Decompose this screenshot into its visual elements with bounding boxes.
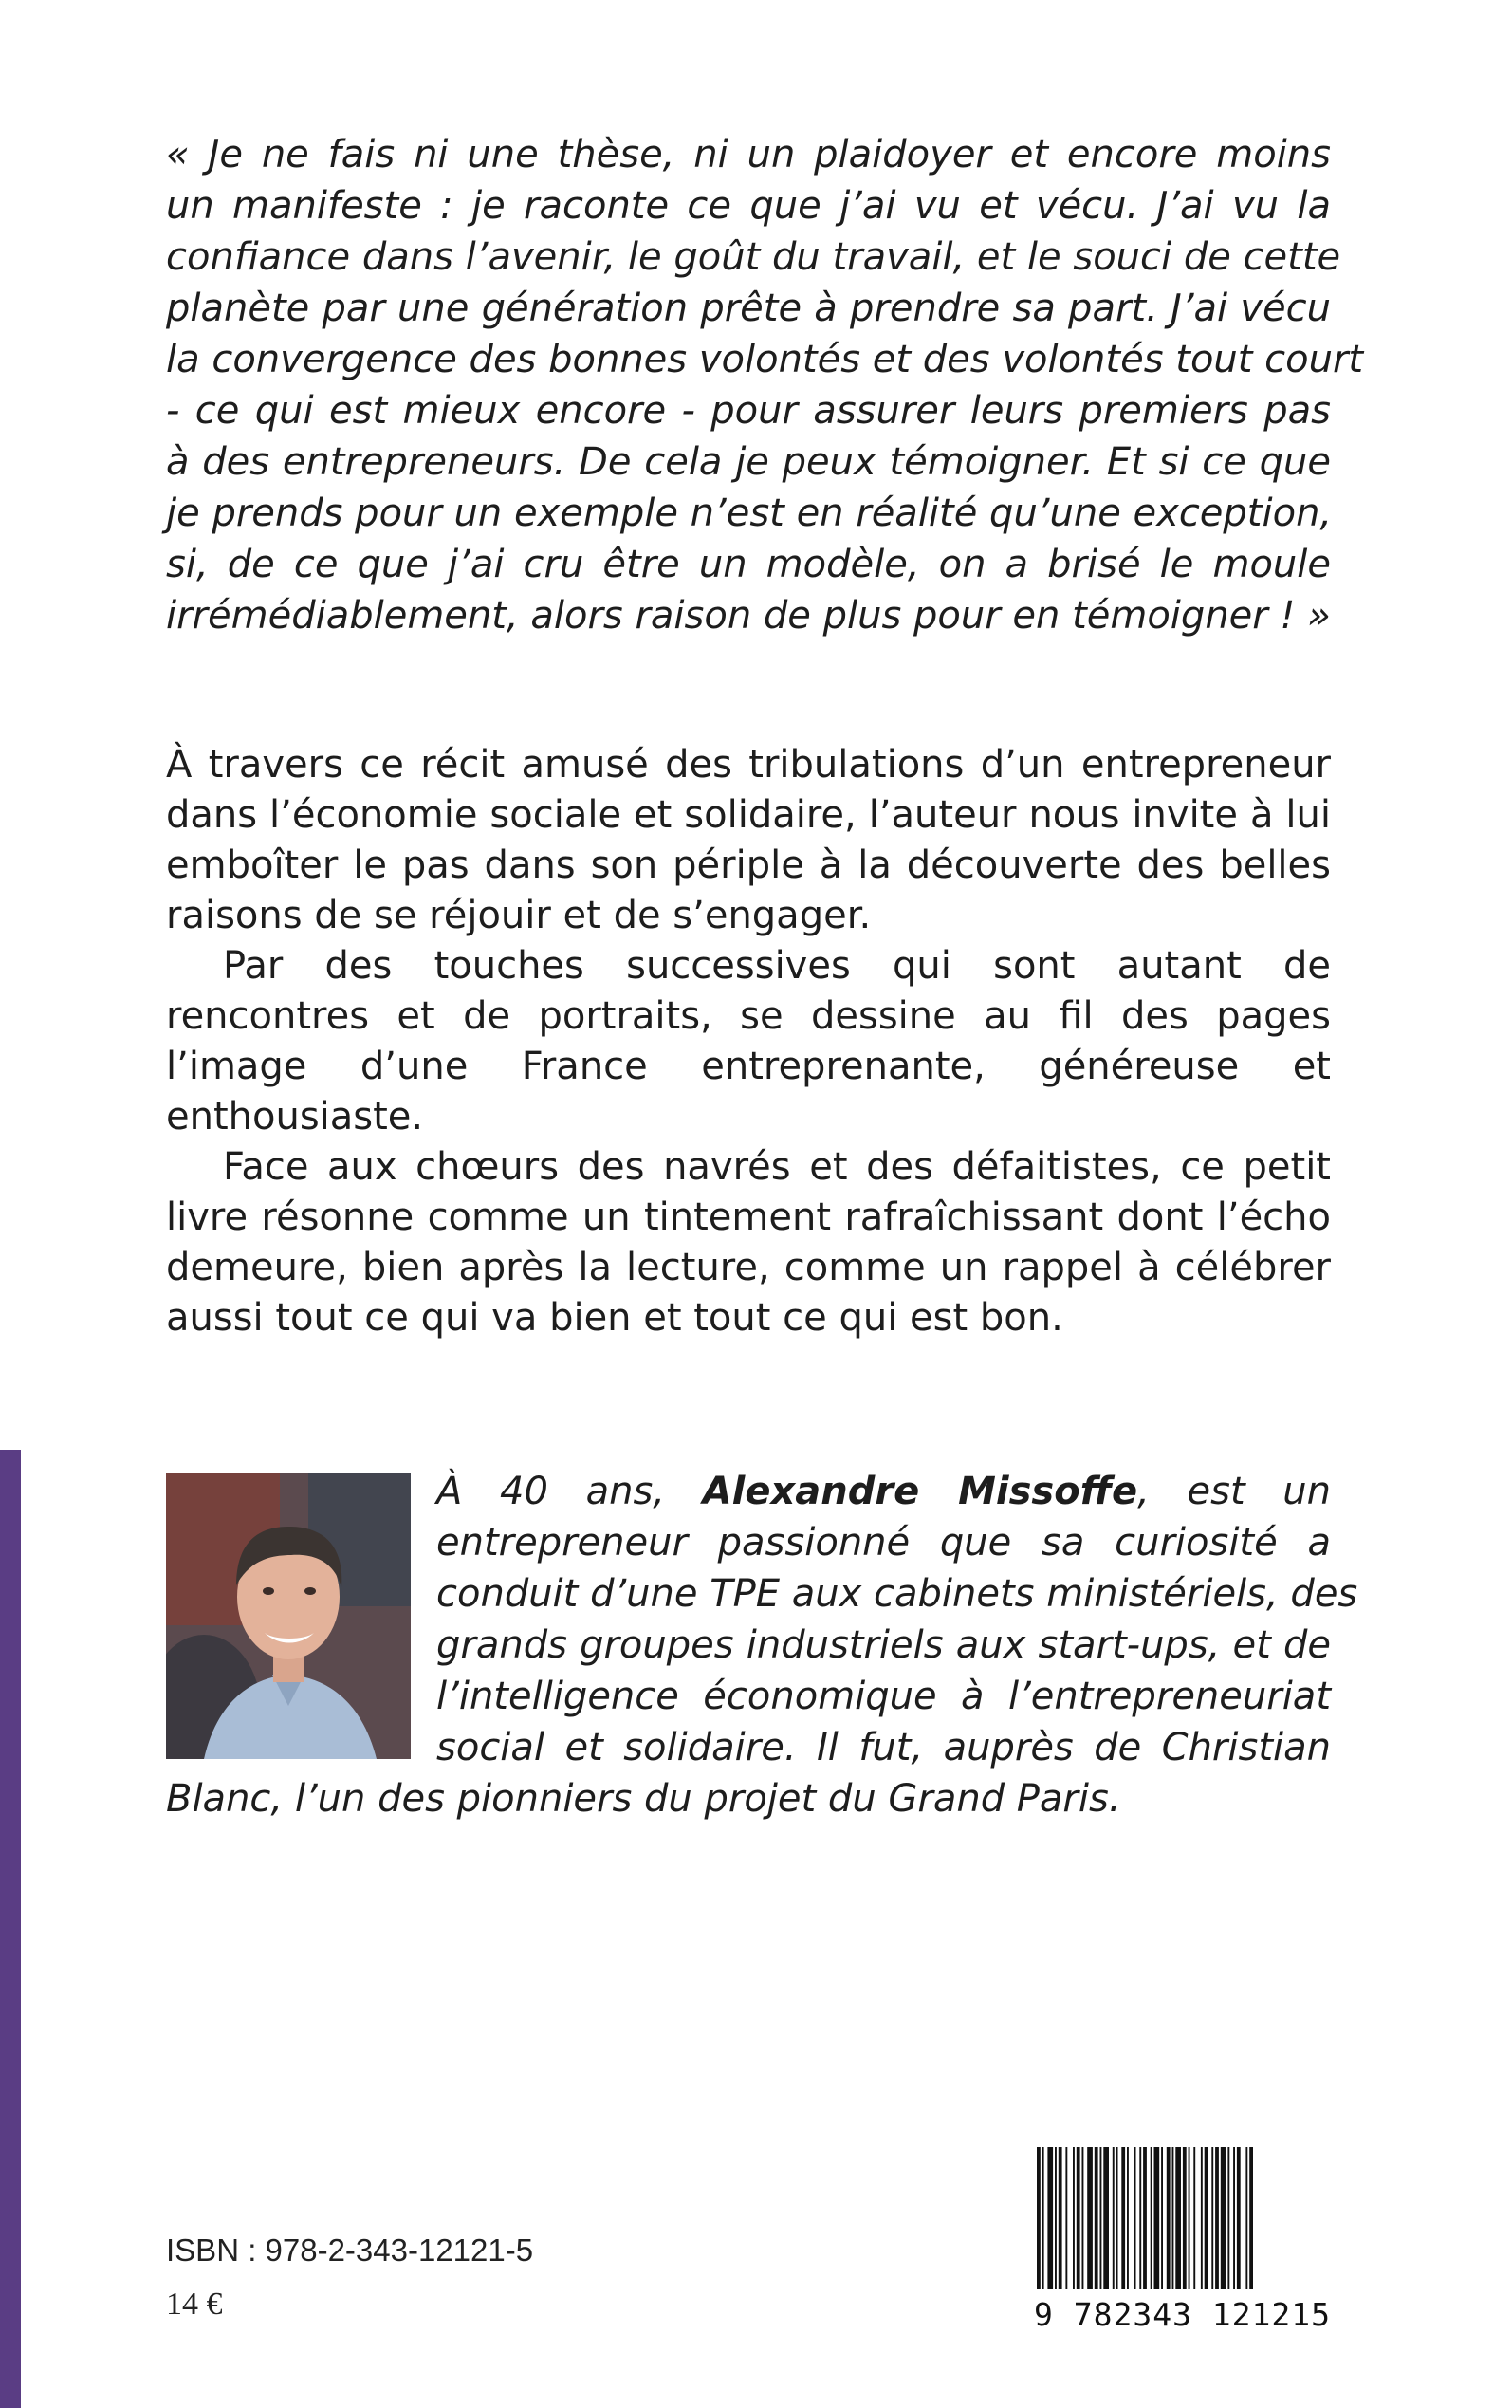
- barcode-bar: [1077, 2147, 1080, 2289]
- barcode-bar: [1151, 2147, 1152, 2289]
- quote-line: je prends pour un exemple n’est en réalité qu’une exception,: [166, 491, 1333, 535]
- barcode-bar: [1205, 2147, 1208, 2289]
- barcode-bar: [1167, 2147, 1171, 2289]
- barcode-bar: [1172, 2147, 1174, 2289]
- barcode-bar: [1116, 2147, 1118, 2289]
- quote-line: « Je ne fais ni une thèse, ni un plaidoyer et encore moins: [166, 133, 1331, 176]
- quote-line: irrémédiablement, alors raison de plus pour en témoigner ! »: [166, 594, 1331, 638]
- barcode-bar: [1121, 2147, 1125, 2289]
- summary-paragraph: À travers ce récit amusé des tribulations d’un entrepreneur dans l’économie sociale et solidaire, l’auteur nous invite à lui emboîter le pas dans son périple à la découverte des belles raisons de se réjouir et de s’engager.: [166, 743, 1331, 937]
- barcode-bar: [1100, 2147, 1102, 2289]
- barcode-bar: [1042, 2147, 1044, 2289]
- barcode-bar: [1082, 2147, 1084, 2289]
- barcode-bar: [1154, 2147, 1160, 2289]
- bio-text: , est un: [1137, 1470, 1331, 1513]
- barcode-bar: [1161, 2147, 1163, 2289]
- barcode-bar: [1113, 2147, 1115, 2289]
- barcode-bar: [1127, 2147, 1129, 2289]
- bio-line: entrepreneur passionné que sa curiosité a: [436, 1521, 1331, 1565]
- barcode-bar: [1065, 2147, 1067, 2289]
- quote-line: à des entrepreneurs. De cela je peux témoigner. Et si ce que: [166, 440, 1331, 484]
- bio-line: grands groupes industriels aux start-ups, et de: [436, 1623, 1331, 1667]
- barcode-bar: [1175, 2147, 1181, 2289]
- barcode-bar: [1095, 2147, 1098, 2289]
- barcode-bar: [1087, 2147, 1093, 2289]
- barcode-bars: [1031, 2147, 1333, 2289]
- barcode-digits: 9 782343 121215: [1034, 2296, 1332, 2333]
- barcode-bar: [1047, 2147, 1053, 2289]
- bio-line: l’intelligence économique à l’entrepreneuriat: [436, 1675, 1331, 1718]
- author-bio: [166, 1466, 1358, 1825]
- quote-line: confiance dans l’avenir, le goût du travail, et le souci de cette: [166, 235, 1341, 279]
- bio-line: social et solidaire. Il fut, auprès de Christian: [436, 1726, 1331, 1769]
- back-cover-quote: [166, 129, 1364, 641]
- price-label: 14 €: [166, 2287, 223, 2322]
- barcode-bar: [1211, 2147, 1213, 2289]
- barcode-bar: [1134, 2147, 1136, 2289]
- quote-line: - ce qui est mieux encore - pour assurer leurs premiers pas: [166, 389, 1331, 433]
- barcode-bar: [1201, 2147, 1203, 2289]
- barcode-bar: [1139, 2147, 1141, 2289]
- quote-line: la convergence des bonnes volontés et des volontés tout court: [166, 338, 1364, 381]
- barcode-bar: [1249, 2147, 1253, 2289]
- barcode-bar: [1189, 2147, 1190, 2289]
- barcode-bar: [1233, 2147, 1235, 2289]
- barcode-bar: [1193, 2147, 1195, 2289]
- isbn-label: ISBN : 978-2-343-12121-5: [166, 2232, 534, 2268]
- bio-text: À 40 ans,: [436, 1470, 703, 1513]
- barcode-bar: [1103, 2147, 1109, 2289]
- author-name: Alexandre Missoffe: [702, 1470, 1138, 1513]
- bio-line: [436, 1466, 1331, 1517]
- barcode-bar: [1183, 2147, 1187, 2289]
- barcode-bar: [1237, 2147, 1241, 2289]
- barcode-bar: [1037, 2147, 1041, 2289]
- barcode-bar: [1073, 2147, 1075, 2289]
- barcode-bar: [1059, 2147, 1062, 2289]
- summary-paragraph: Face aux chœurs des navrés et des défaitistes, ce petit livre résonne comme un tintement rafraîchissant dont l’écho demeure, bien après la lecture, comme un rappel à célébrer aussi tout ce qui va bien et tout ce qui est bon.: [166, 1145, 1331, 1340]
- bio-line: Blanc, l’un des pionniers du projet du Grand Paris.: [166, 1777, 1121, 1821]
- quote-line: si, de ce que j’ai cru être un modèle, on a brisé le moule: [166, 543, 1331, 586]
- barcode-bar: [1245, 2147, 1247, 2289]
- book-summary: [166, 740, 1331, 1343]
- cover-accent-bar: [0, 1450, 21, 2408]
- barcode-bar: [1055, 2147, 1057, 2289]
- barcode-bar: [1215, 2147, 1219, 2289]
- bio-line: conduit d’une TPE aux cabinets ministériels, des: [436, 1572, 1358, 1616]
- summary-paragraph: Par des touches successives qui sont autant de rencontres et de portraits, se dessine au fil des pages l’image d’une France entreprenante, généreuse et enthousiaste.: [166, 944, 1331, 1139]
- barcode-bar: [1227, 2147, 1229, 2289]
- barcode-bar: [1221, 2147, 1226, 2289]
- barcode-bar: [1143, 2147, 1147, 2289]
- quote-line: un manifeste : je raconte ce que j’ai vu et vécu. J’ai vu la: [166, 184, 1331, 228]
- quote-line: planète par une génération prête à prendre sa part. J’ai vécu: [166, 287, 1331, 330]
